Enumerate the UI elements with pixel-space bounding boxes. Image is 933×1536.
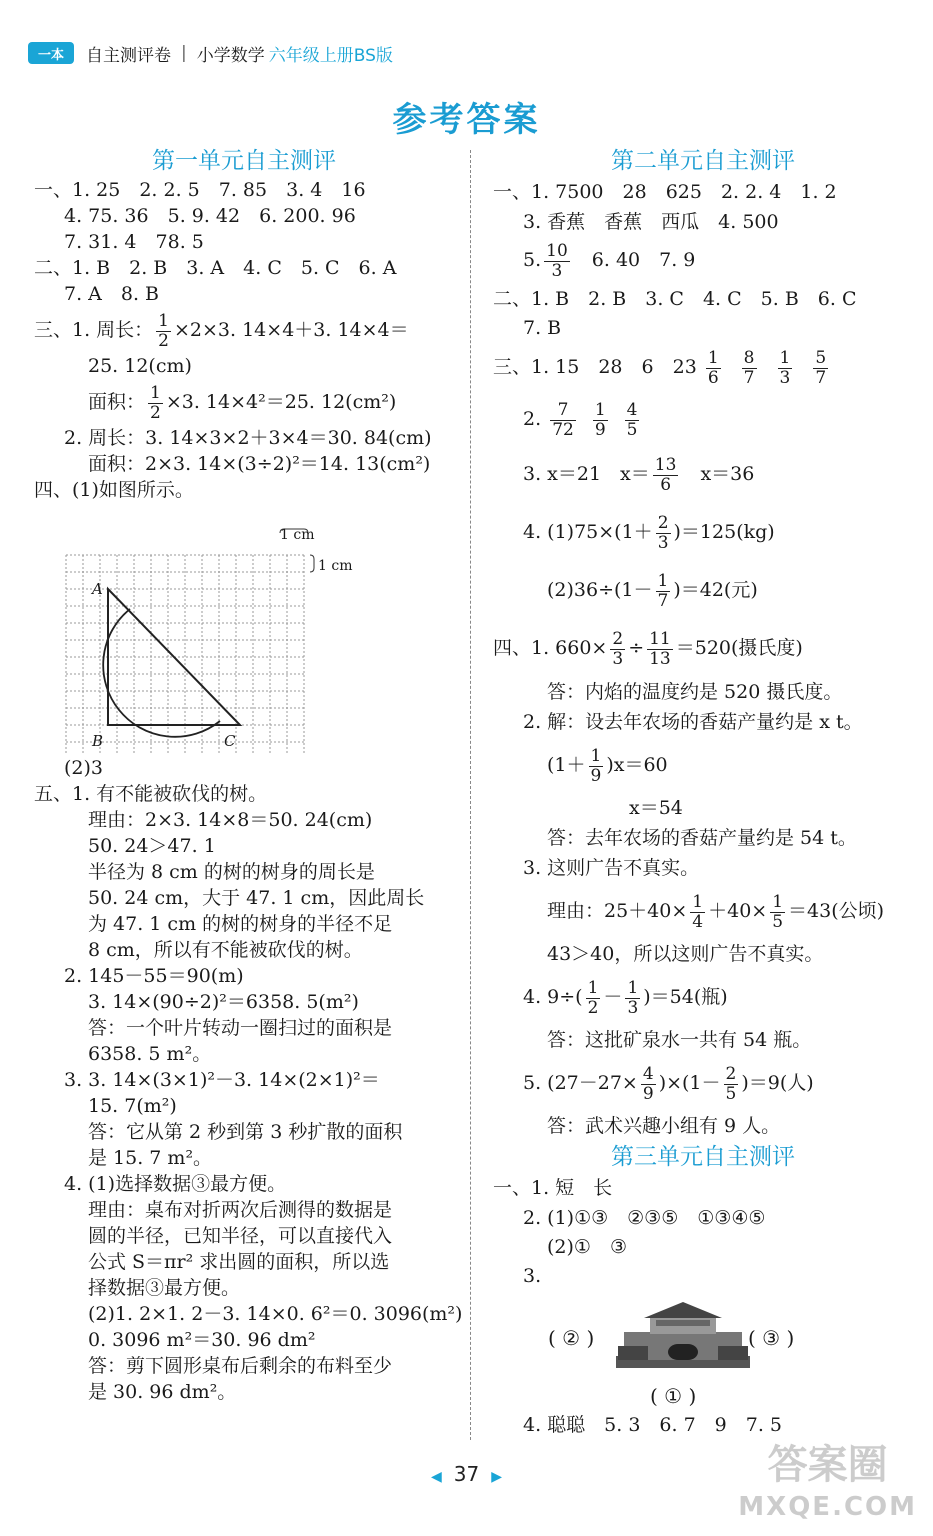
answer-line: 2. 周长：3. 14×3×2＋3×4＝30. 84(cm): [64, 427, 432, 449]
numerator: 10: [546, 240, 568, 261]
numerator: 1: [627, 977, 639, 998]
denominator: 7: [815, 367, 827, 388]
answer-line: 4. (1)选择数据③最方便。: [64, 1173, 287, 1195]
answer-line: 答：武术兴趣小组有 9 人。: [547, 1115, 781, 1137]
numerator: 4: [626, 399, 638, 420]
denominator: 9: [642, 1083, 654, 1104]
answer-line: [493, 1055, 913, 1111]
text: ÷: [628, 637, 645, 659]
numerator: 1: [150, 382, 161, 403]
left-column: [34, 145, 463, 1405]
text: 2.: [523, 408, 542, 430]
answer-line: [493, 619, 913, 677]
answer-line: [493, 237, 913, 283]
answer-line: 是 30. 96 dm²。: [88, 1381, 237, 1403]
fraction: [641, 1065, 656, 1104]
text: (1＋: [547, 754, 586, 776]
answer-line: 50. 24＞47. 1: [88, 835, 216, 857]
unit-label-side: 1 cm: [318, 558, 353, 574]
fraction: [544, 242, 570, 281]
denominator: 3: [551, 260, 563, 281]
answer-line: 一、1. 7500 28 625 2. 2. 4 1. 2: [493, 181, 837, 203]
answer-line: 7. A 8. B: [64, 283, 160, 305]
answer-line: 3.: [523, 1265, 542, 1287]
denominator: 6: [707, 367, 719, 388]
text: 3. x＝21 x＝: [523, 463, 650, 485]
answer-line: 择数据③最方便。: [88, 1277, 241, 1299]
answer-line: [34, 379, 454, 425]
denominator: 9: [590, 765, 602, 786]
numerator: 2: [725, 1063, 737, 1084]
denominator: 13: [649, 648, 671, 669]
denominator: 9: [594, 419, 606, 440]
text: )＝125(kg): [673, 521, 775, 543]
answer-line: 理由：桌布对折两次后测得的数据是: [88, 1199, 393, 1221]
answer-line: 8 cm，所以有不能被砍伐的树。: [88, 939, 363, 961]
denominator: 4: [692, 911, 704, 932]
numerator: 1: [657, 570, 669, 591]
text: )×(1－: [658, 1072, 721, 1094]
denominator: 7: [657, 590, 669, 611]
numerator: 1: [707, 347, 719, 368]
numerator: 2: [657, 512, 669, 533]
answer-line: [493, 503, 913, 561]
fraction: [656, 572, 671, 611]
column-divider: [470, 150, 471, 1440]
brand-logo: 一本: [28, 42, 74, 64]
text: x＝36: [700, 463, 755, 485]
view-answer-bottom: ( ① ): [650, 1384, 697, 1408]
denominator: 2: [158, 330, 169, 351]
vertex-label-c: C: [224, 732, 236, 750]
fraction: [706, 349, 721, 388]
fraction: [724, 1065, 739, 1104]
denominator: 5: [725, 1083, 737, 1104]
page-title: 参考答案: [392, 100, 541, 140]
answer-line: 25. 12(cm): [88, 355, 192, 377]
view-answer-left: ( ② ): [548, 1326, 595, 1350]
fraction: [770, 893, 785, 932]
answer-line: 答：剪下圆形桌布后剩余的布料至少: [88, 1355, 393, 1377]
answer-line: (2)3: [64, 757, 104, 779]
fraction: [625, 979, 640, 1018]
left-arrow-icon: ◀: [430, 1469, 442, 1485]
answer-line: 50. 24 cm，大于 47. 1 cm，因此周长: [88, 887, 425, 909]
answer-line: [493, 393, 913, 445]
denominator: 2: [150, 402, 161, 423]
denominator: 2: [587, 997, 599, 1018]
numerator: 2: [612, 628, 624, 649]
text: 三、1. 周长：: [34, 319, 154, 341]
unit3-heading: 第三单元自主测评: [611, 1144, 795, 1170]
denominator: 72: [552, 419, 574, 440]
answer-line: 一、1. 25 2. 2. 5 7. 85 3. 4 16: [34, 179, 366, 201]
denominator: 3: [627, 997, 639, 1018]
denominator: 3: [612, 648, 624, 669]
numerator: 1: [779, 347, 791, 368]
text: ×3. 14×4²＝25. 12(cm²): [165, 391, 397, 413]
answer-line: 答：它从第 2 秒到第 3 秒扩散的面积: [88, 1121, 403, 1143]
text: (2)36÷(1－: [547, 579, 653, 601]
answer-line: 3. 这则广告不真实。: [523, 857, 700, 879]
fraction: [647, 630, 673, 669]
answer-line: 为 47. 1 cm 的树的树身的半径不足: [88, 913, 393, 935]
text: 4. (1)75×(1＋: [523, 521, 653, 543]
page-header: [28, 38, 393, 68]
right-column: [493, 145, 913, 1291]
answer-line: 3. 14×(90÷2)²＝6358. 5(m²): [88, 991, 359, 1013]
fraction: [653, 456, 679, 495]
answer-line: 圆的半径，已知半径，可以直接代入: [88, 1225, 393, 1247]
watermark: [738, 1444, 917, 1528]
answer-line: [493, 561, 913, 619]
numerator: 1: [692, 891, 704, 912]
vertex-label-b: B: [92, 732, 104, 750]
denominator: 6: [660, 474, 672, 495]
answer-line: 公式 S＝πr² 求出圆的面积，所以选: [88, 1251, 390, 1273]
numerator: 13: [654, 454, 677, 475]
fraction-list: [547, 399, 653, 440]
answer-line: [493, 445, 913, 503]
answer-line: 半径为 8 cm 的树的树身的周长是: [88, 861, 375, 883]
unit-bracket-side: [310, 555, 314, 572]
answer-line: 2. (1)①③ ②③⑤ ①③④⑤: [523, 1207, 766, 1229]
watermark-site: MXQE.COM: [738, 1492, 917, 1522]
denominator: 7: [743, 367, 755, 388]
answer-line: 答：去年农场的香菇产量约是 54 t。: [547, 827, 857, 849]
denominator: 5: [626, 419, 638, 440]
fraction: [156, 312, 171, 351]
answer-line: 3. 香蕉 香蕉 西瓜 4. 500: [523, 211, 779, 233]
numerator: 7: [550, 401, 576, 421]
answer-line: 4. 75. 36 5. 9. 42 6. 200. 96: [64, 205, 356, 227]
answer-line: 理由：2×3. 14×8＝50. 24(cm): [88, 809, 373, 831]
answer-line: 答：一个叶片转动一圈扫过的面积是: [88, 1017, 393, 1039]
text: ×2×3. 14×4＋3. 14×4＝: [174, 319, 409, 341]
unit2-heading: 第二单元自主测评: [611, 148, 795, 174]
right-arrow-icon: ▶: [491, 1469, 502, 1485]
answer-line: 二、1. B 2. B 3. A 4. C 5. C 6. A: [34, 257, 397, 279]
answer-line: 7. B: [523, 317, 562, 339]
city-gate-picture: [616, 1296, 750, 1368]
answer-line: 四、(1)如图所示。: [34, 479, 194, 501]
fraction: [813, 349, 828, 388]
answer-line: 3. 3. 14×(3×1)²－3. 14×(2×1)²＝: [64, 1069, 380, 1091]
unit-label-top: 1 cm: [280, 527, 315, 543]
answer-line: [493, 969, 913, 1025]
answer-line: 43＞40，所以这则广告不真实。: [547, 943, 824, 965]
answer-line: 2. 145－55＝90(m): [64, 965, 244, 987]
answer-line: 0. 3096 m²＝30. 96 dm²: [88, 1329, 316, 1351]
denominator: 3: [779, 367, 791, 388]
fraction: [586, 979, 601, 1018]
answer-line: (2)① ③: [547, 1236, 627, 1258]
text: )＝54(瓶): [643, 986, 728, 1008]
answer-line: 答：这批矿泉水一共有 54 瓶。: [547, 1029, 812, 1051]
fraction: [593, 401, 608, 440]
denominator: 5: [772, 911, 784, 932]
numerator: 11: [649, 628, 671, 649]
text: 4. 9÷(: [523, 986, 583, 1008]
text: )x＝60: [606, 754, 668, 776]
subject-name: 小学数学: [196, 45, 265, 66]
text: )＝9(人): [741, 1072, 814, 1094]
text: )＝42(元): [673, 579, 758, 601]
answer-line: 二、1. B 2. B 3. C 4. C 5. B 6. C: [493, 288, 857, 310]
fraction: [778, 349, 793, 388]
numerator: 1: [158, 310, 169, 331]
answer-line: 7. 31. 4 78. 5: [64, 231, 204, 253]
text: －: [603, 986, 623, 1008]
text: 5.: [523, 249, 542, 271]
fraction: [690, 893, 705, 932]
answer-line: 15. 7(m²): [88, 1095, 177, 1117]
text: 理由：25＋40×: [547, 900, 688, 922]
fraction: [625, 401, 640, 440]
text: 四、1. 660×: [493, 637, 608, 659]
text: ＝43(公顷): [788, 900, 885, 922]
fraction: [589, 747, 604, 786]
text: 三、1. 15 28 6 23: [493, 356, 697, 378]
view-answer-right: ( ③ ): [748, 1326, 795, 1350]
answer-line: 五、1. 有不能被砍伐的树。: [34, 783, 268, 805]
numerator: 4: [642, 1063, 654, 1084]
answer-line: [34, 307, 454, 353]
text: 5. (27－27×: [523, 1072, 638, 1094]
numerator: 1: [772, 891, 784, 912]
answer-line: [493, 737, 913, 793]
answer-line: 是 15. 7 m²。: [88, 1147, 213, 1169]
text: 6. 40 7. 9: [591, 249, 696, 271]
answer-line: 2. 解：设去年农场的香菇产量约是 x t。: [523, 711, 863, 733]
numerator: 1: [587, 977, 599, 998]
answer-line: 4. 聪聪 5. 3 6. 7 9 7. 5: [523, 1414, 783, 1436]
series-name: 自主测评卷: [86, 45, 171, 66]
fraction: [550, 401, 576, 440]
grade-label: 六年级上册BS版: [268, 45, 393, 66]
answer-line: 答：内焰的温度约是 520 摄氏度。: [547, 681, 843, 703]
numerator: 5: [815, 347, 827, 368]
fraction: [610, 630, 625, 669]
watermark-text: 答案圈: [767, 1442, 888, 1488]
denominator: 3: [657, 532, 669, 553]
grid-figure: [58, 525, 358, 765]
header-separator: |: [181, 43, 187, 63]
fraction-list: [703, 347, 846, 388]
answer-line: x＝54: [629, 797, 683, 819]
answer-line: [493, 883, 913, 939]
text: ＋40×: [708, 900, 768, 922]
page-number-text: 37: [453, 1462, 480, 1486]
answer-line: (2)1. 2×1. 2－3. 14×0. 6²＝0. 3096(m²): [88, 1303, 463, 1325]
fraction: [742, 349, 757, 388]
answer-line: 6358. 5 m²。: [88, 1043, 212, 1065]
numerator: 1: [590, 745, 602, 766]
fraction: [656, 514, 671, 553]
answer-line: [493, 341, 913, 393]
vertex-label-a: A: [92, 580, 103, 598]
answer-line: 一、1. 短 长: [493, 1177, 613, 1199]
text: 面积：: [88, 391, 146, 413]
unit1-heading: 第一单元自主测评: [152, 148, 336, 174]
numerator: 8: [743, 347, 755, 368]
fraction: [148, 384, 163, 423]
answer-line: 面积：2×3. 14×(3÷2)²＝14. 13(cm²): [88, 453, 431, 475]
numerator: 1: [594, 399, 606, 420]
text: ＝520(摄氏度): [675, 637, 803, 659]
